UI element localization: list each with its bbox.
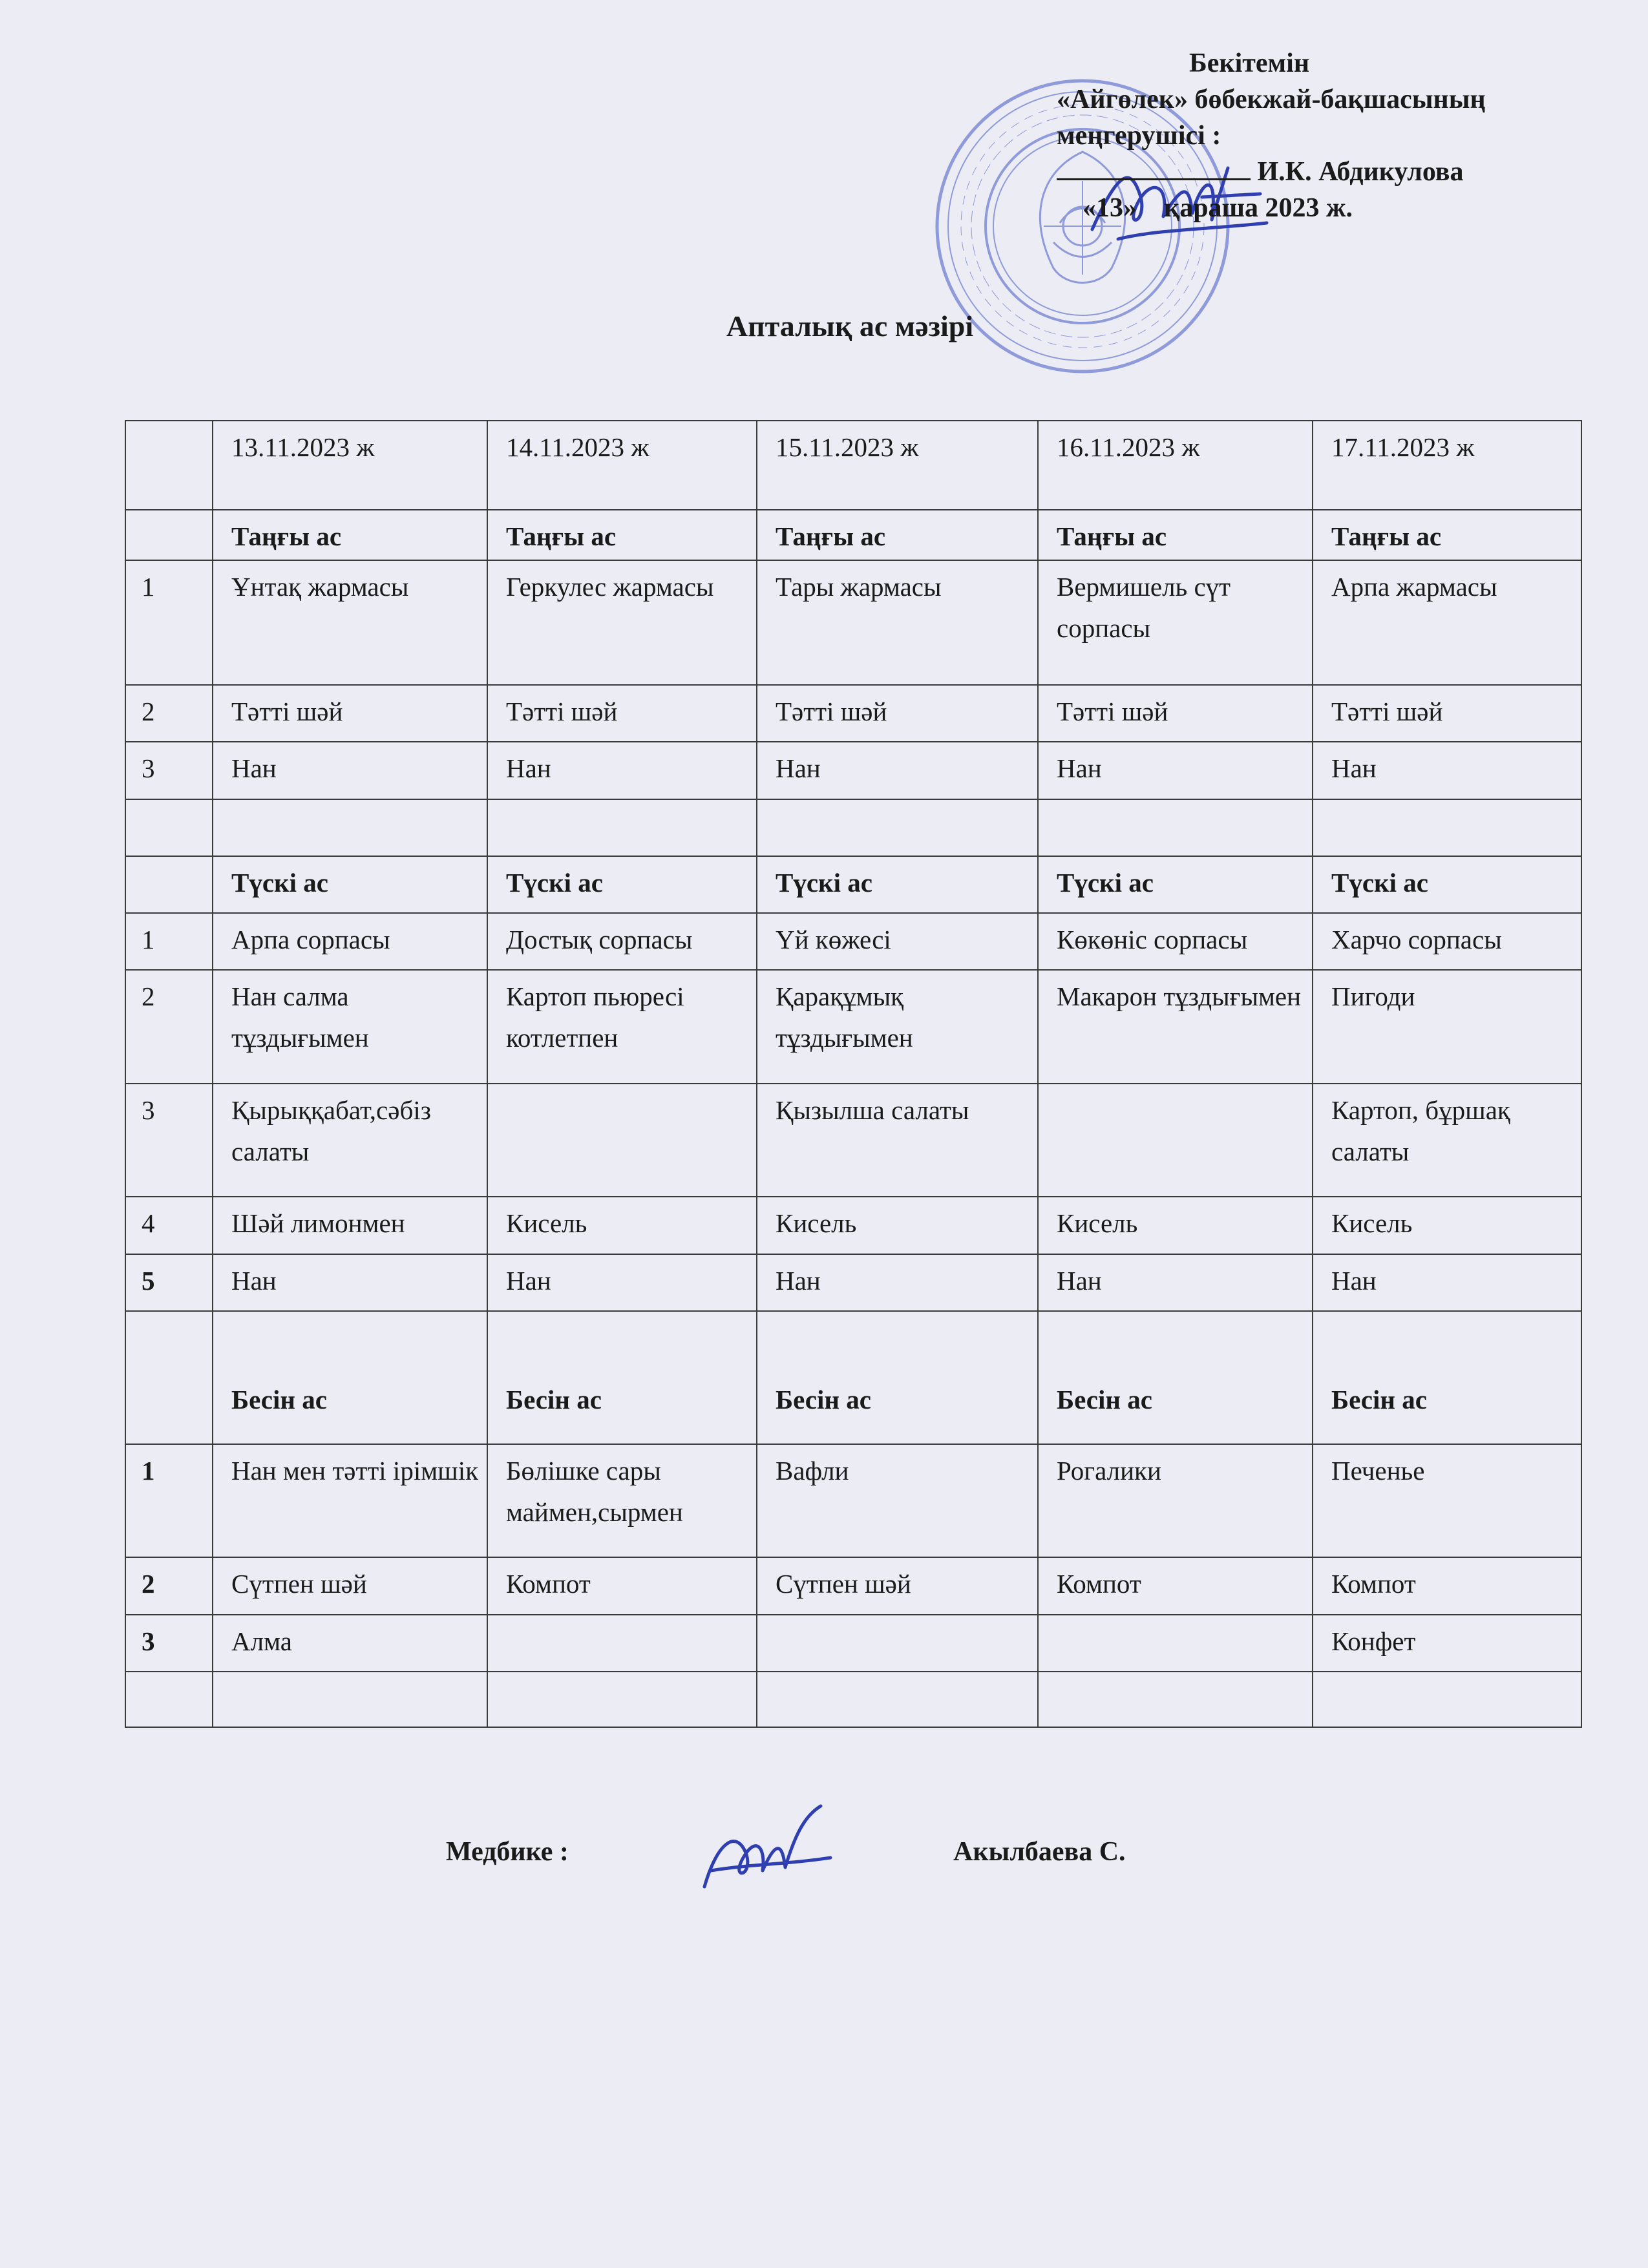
dish-cell: Геркулес жармасы (487, 560, 757, 685)
snack-label: Бесін ас (1038, 1311, 1313, 1444)
dish-cell: Конфет (1313, 1615, 1581, 1672)
dish-cell: Бөлішке сары маймен,сырмен (487, 1444, 757, 1557)
empty-cell (1313, 1672, 1581, 1727)
approval-line-3: меңгерушісі : (1057, 121, 1221, 151)
meal-row (125, 1084, 1581, 1197)
dish-cell: Нан (1313, 1254, 1581, 1311)
meal-row (125, 560, 1581, 685)
dish-cell: Достық сорпасы (487, 913, 757, 970)
row-number: 1 (125, 560, 213, 685)
empty-cell (125, 1672, 213, 1727)
meal-row (125, 1254, 1581, 1311)
dish-cell: Нан салма тұздығымен (213, 970, 487, 1084)
empty-cell (213, 799, 487, 856)
dish-cell (1038, 1615, 1313, 1672)
signature-underline (1057, 159, 1251, 180)
meal-row (125, 1557, 1581, 1615)
dish-cell: Үй көжесі (757, 913, 1038, 970)
dish-cell: Қызылша салаты (757, 1084, 1038, 1197)
dish-cell (1038, 1084, 1313, 1197)
dish-cell: Көкөніс сорпасы (1038, 913, 1313, 970)
approval-line-1: Бекітемін (1189, 48, 1310, 78)
date-header: 16.11.2023 ж (1038, 421, 1313, 510)
snack-header-row (125, 1311, 1581, 1444)
dish-cell: Қарақұмық тұздығымен (757, 970, 1038, 1084)
row-number: 1 (125, 1444, 213, 1557)
row-number: 1 (125, 913, 213, 970)
dish-cell: Нан (1038, 742, 1313, 799)
dish-cell: Кисель (757, 1197, 1038, 1254)
approval-block (1057, 45, 1625, 226)
breakfast-header-row (125, 510, 1581, 560)
row-number: 2 (125, 685, 213, 742)
dish-cell: Макарон тұздығымен (1038, 970, 1313, 1084)
snack-header-corner (125, 1311, 213, 1444)
meal-row (125, 1197, 1581, 1254)
dish-cell: Нан (1313, 742, 1581, 799)
nurse-name: Акылбаева С. (953, 1837, 1126, 1867)
breakfast-label: Таңғы ас (487, 510, 757, 560)
dish-cell: Компот (1313, 1557, 1581, 1615)
approval-signature-line (1057, 154, 1625, 190)
meal-row (125, 685, 1581, 742)
dish-cell: Арпа сорпасы (213, 913, 487, 970)
dish-cell: Кисель (1313, 1197, 1581, 1254)
dish-cell (487, 1084, 757, 1197)
meal-row (125, 913, 1581, 970)
dish-cell: Печенье (1313, 1444, 1581, 1557)
snack-label: Бесін ас (757, 1311, 1038, 1444)
meal-row (125, 1444, 1581, 1557)
weekly-menu-table (125, 420, 1582, 1728)
dish-cell: Нан (757, 1254, 1038, 1311)
lunch-label: Түскі ас (1038, 856, 1313, 913)
breakfast-label: Таңғы ас (213, 510, 487, 560)
nurse-signature (692, 1803, 834, 1900)
empty-cell (487, 1672, 757, 1727)
dates-row (125, 421, 1581, 510)
dish-cell: Нан (213, 742, 487, 799)
approval-signer-name: И.К. Абдикулова (1257, 157, 1464, 187)
empty-row (125, 799, 1581, 856)
approval-date-day: «13» (1083, 193, 1137, 223)
row-number: 3 (125, 1084, 213, 1197)
snack-label: Бесін ас (213, 1311, 487, 1444)
dish-cell: Қырыққабат,сәбіз салаты (213, 1084, 487, 1197)
approval-line-2: «Айгөлек» бөбекжай-бақшасының (1057, 85, 1486, 114)
approval-date-month-year: қараша 2023 ж. (1164, 193, 1353, 223)
dish-cell: Вафли (757, 1444, 1038, 1557)
dish-cell: Тәтті шәй (213, 685, 487, 742)
breakfast-label: Таңғы ас (1313, 510, 1581, 560)
dish-cell: Тәтті шәй (757, 685, 1038, 742)
dish-cell: Вермишель сүт сорпасы (1038, 560, 1313, 685)
dish-cell: Рогалики (1038, 1444, 1313, 1557)
approval-date (1057, 190, 1625, 226)
empty-cell (1038, 799, 1313, 856)
date-header: 17.11.2023 ж (1313, 421, 1581, 510)
dish-cell: Тәтті шәй (1038, 685, 1313, 742)
empty-cell (1038, 1672, 1313, 1727)
dish-cell: Тары жармасы (757, 560, 1038, 685)
date-header: 13.11.2023 ж (213, 421, 487, 510)
lunch-label: Түскі ас (487, 856, 757, 913)
dish-cell (757, 1615, 1038, 1672)
empty-cell (213, 1672, 487, 1727)
dish-cell: Компот (487, 1557, 757, 1615)
row-number: 5 (125, 1254, 213, 1311)
dish-cell: Кисель (1038, 1197, 1313, 1254)
dish-cell: Тәтті шәй (1313, 685, 1581, 742)
lunch-header-corner (125, 856, 213, 913)
lunch-label: Түскі ас (757, 856, 1038, 913)
snack-label: Бесін ас (1313, 1311, 1581, 1444)
dish-cell (487, 1615, 757, 1672)
dish-cell: Нан мен тәтті ірімшік (213, 1444, 487, 1557)
row-number: 4 (125, 1197, 213, 1254)
empty-cell (1313, 799, 1581, 856)
dish-cell: Нан (1038, 1254, 1313, 1311)
empty-cell (757, 1672, 1038, 1727)
meal-row (125, 1615, 1581, 1672)
breakfast-header-corner (125, 510, 213, 560)
lunch-label: Түскі ас (213, 856, 487, 913)
meal-row (125, 970, 1581, 1084)
breakfast-label: Таңғы ас (1038, 510, 1313, 560)
snack-label: Бесін ас (487, 1311, 757, 1444)
lunch-header-row (125, 856, 1581, 913)
row-number: 2 (125, 970, 213, 1084)
dish-cell: Ұнтақ жармасы (213, 560, 487, 685)
dish-cell: Нан (487, 1254, 757, 1311)
dish-cell: Картоп, бұршақ салаты (1313, 1084, 1581, 1197)
dish-cell: Сүтпен шәй (757, 1557, 1038, 1615)
empty-cell (487, 799, 757, 856)
corner-cell (125, 421, 213, 510)
dish-cell: Сүтпен шәй (213, 1557, 487, 1615)
dish-cell: Харчо сорпасы (1313, 913, 1581, 970)
dish-cell: Шәй лимонмен (213, 1197, 487, 1254)
empty-cell (125, 799, 213, 856)
dish-cell: Картоп пьюресі котлетпен (487, 970, 757, 1084)
breakfast-label: Таңғы ас (757, 510, 1038, 560)
dish-cell: Тәтті шәй (487, 685, 757, 742)
dish-cell: Нан (213, 1254, 487, 1311)
meal-row (125, 742, 1581, 799)
page-title: Апталық ас мәзірі (726, 310, 974, 342)
dish-cell: Пигоди (1313, 970, 1581, 1084)
dish-cell: Компот (1038, 1557, 1313, 1615)
dish-cell: Алма (213, 1615, 487, 1672)
dish-cell: Арпа жармасы (1313, 560, 1581, 685)
dish-cell: Нан (757, 742, 1038, 799)
date-header: 14.11.2023 ж (487, 421, 757, 510)
empty-cell (757, 799, 1038, 856)
date-header: 15.11.2023 ж (757, 421, 1038, 510)
dish-cell: Кисель (487, 1197, 757, 1254)
nurse-label: Медбике : (446, 1837, 569, 1867)
row-number: 3 (125, 1615, 213, 1672)
empty-row (125, 1672, 1581, 1727)
row-number: 3 (125, 742, 213, 799)
dish-cell: Нан (487, 742, 757, 799)
row-number: 2 (125, 1557, 213, 1615)
lunch-label: Түскі ас (1313, 856, 1581, 913)
